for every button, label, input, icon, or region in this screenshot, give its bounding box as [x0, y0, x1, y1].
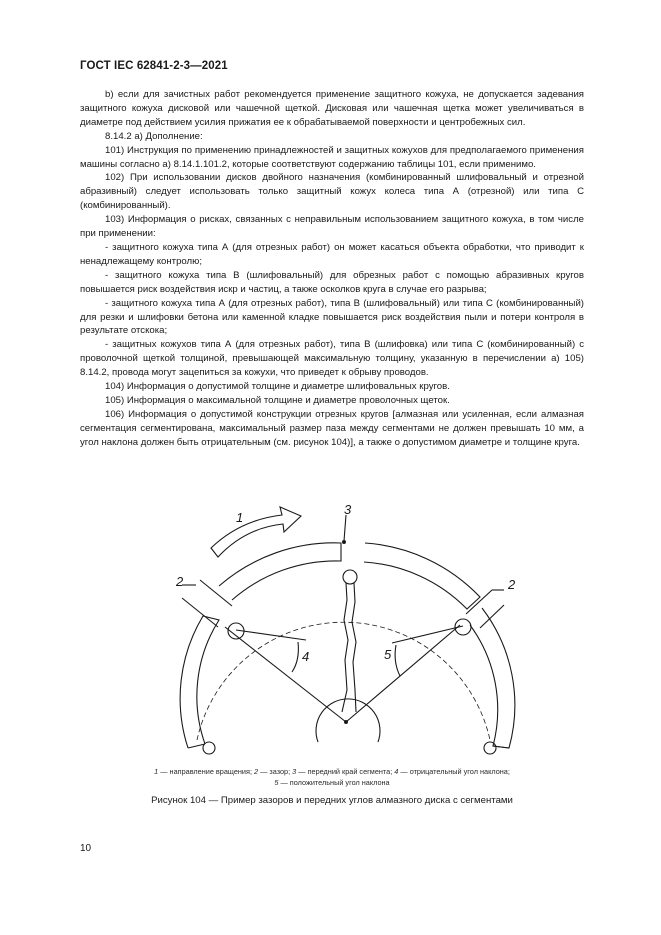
leader-line	[344, 515, 346, 541]
figure-label: 1	[236, 510, 244, 525]
legend-text: — зазор;	[258, 767, 293, 776]
legend-number: 4	[394, 767, 399, 776]
angle-line	[236, 630, 306, 640]
gap-dimension	[182, 598, 218, 627]
paragraph: 103) Информация о рисках, связанных с неправильным использованием защитного кожуха, в том числе при применении:	[80, 214, 584, 240]
paragraph: - защитных кожухов типа А (для отрезных работ), типа В (шлифовка) или типа С (комбинированный) с проволочной щеткой толщиной, превышающей максимальную толщину, указанную в перечислении а) 105) 8.14.2, провода могут зацепиться за кожухи, что приведет к обрыву проводов.	[80, 339, 584, 379]
segment-left	[180, 616, 219, 748]
gap-line	[352, 583, 356, 712]
paragraph: 8.14.2 а) Дополнение:	[105, 130, 203, 142]
legend-number: 2	[254, 767, 259, 776]
paragraph: 102) При использовании дисков двойного назначения (комбинированный шлифовальный и отрезной абразивный) следует использовать только защитный кожух колеса типа А (отрезной) или типа С (комбинированный).	[80, 172, 584, 212]
paragraph: 101) Инструкция по применению принадлежностей и защитных кожухов для предполагаемого применения машины согласно а) 8.14.1.101.2, которые соответствуют содержанию таблицы 101, если применимо.	[80, 144, 584, 170]
paragraph: 106) Информация о допустимой конструкции отрезных кругов [алмазная или усиленная, если алмазная сегментация сегментирована, максимальный размер паза между сегментами не должен превышать 10 мм, а угол наклона должен быть отрицательным (см. рисунок 104)], а также о допустимом диаметре и толщине круга.	[80, 408, 584, 448]
gap-dimension	[480, 605, 504, 628]
paragraph: b) если для зачистных работ рекомендуется применение защитного кожуха, не допускается задевания защитного кожуха дисковой или чашечной щеткой. Дисковая или чашечная щетка может увеличиваться в диаметре под действием усилия прижатия ее к обрабатываемой поверхности и центробежных сил.	[80, 89, 584, 128]
paragraph: 105) Информация о максимальной толщине и диаметре проволочных щеток.	[105, 394, 450, 406]
figure-caption: Рисунок 104 — Пример зазоров и передних углов алмазного диска с сегментами	[151, 795, 513, 806]
gap-dimension	[466, 590, 492, 614]
segment-top-left	[219, 543, 341, 600]
paragraph: - защитного кожуха типа А (для отрезных работ), типа В (шлифовальный) или типа С (комбинированный) для резки и шлифовки бетона или каменной кладке повышается риск воздействия пыли и потери контроля в результате отскока;	[80, 297, 584, 337]
legend-text: — положительный угол наклона	[278, 778, 390, 787]
base-line	[188, 744, 509, 748]
radial-line	[225, 627, 346, 722]
segment-edge-point	[342, 540, 346, 544]
segment-right	[470, 608, 515, 748]
slot-top	[343, 570, 357, 584]
legend-number: 5	[274, 778, 279, 787]
diamond-disc-figure	[150, 498, 520, 760]
figure-label: 4	[302, 649, 310, 664]
figure-legend	[80, 766, 584, 788]
segment-top-right	[364, 543, 480, 609]
legend-number: 3	[292, 767, 297, 776]
angle-line	[392, 626, 463, 643]
gap-line	[342, 583, 348, 712]
angle-arc	[292, 642, 298, 672]
legend-number: 1	[154, 767, 159, 776]
figure-label: 3	[344, 502, 352, 517]
figure-label: 2	[508, 577, 516, 592]
gap-dimension	[200, 580, 232, 606]
radial-line	[346, 625, 460, 722]
paragraph: 104) Информация о допустимой толщине и диаметре шлифовальных кругов.	[105, 381, 450, 393]
figure-label: 5	[384, 647, 392, 662]
figure-label: 2	[176, 574, 184, 589]
legend-text: — отрицательный угол наклона;	[398, 767, 510, 776]
disc-center	[344, 720, 348, 724]
paragraph: - защитного кожуха типа В (шлифовальный) для обрезных работ с помощью абразивных кругов повышается риск воздействия искр и частиц, а также осколков круга в случае его разрыва;	[80, 269, 584, 295]
slot-bottom-right	[484, 742, 496, 754]
angle-arc	[395, 645, 400, 676]
document-header: ГОСТ IEC 62841-2-3—2021	[80, 60, 228, 72]
legend-text: — передний край сегмента;	[296, 767, 395, 776]
body-text	[80, 88, 584, 450]
paragraph: - защитного кожуха типа А (для отрезных работ) он может касаться объекта обработки, что приводит к ненадлежащему контролю;	[80, 241, 584, 267]
legend-text: — направление вращения;	[158, 767, 254, 776]
page-number: 10	[80, 843, 92, 854]
